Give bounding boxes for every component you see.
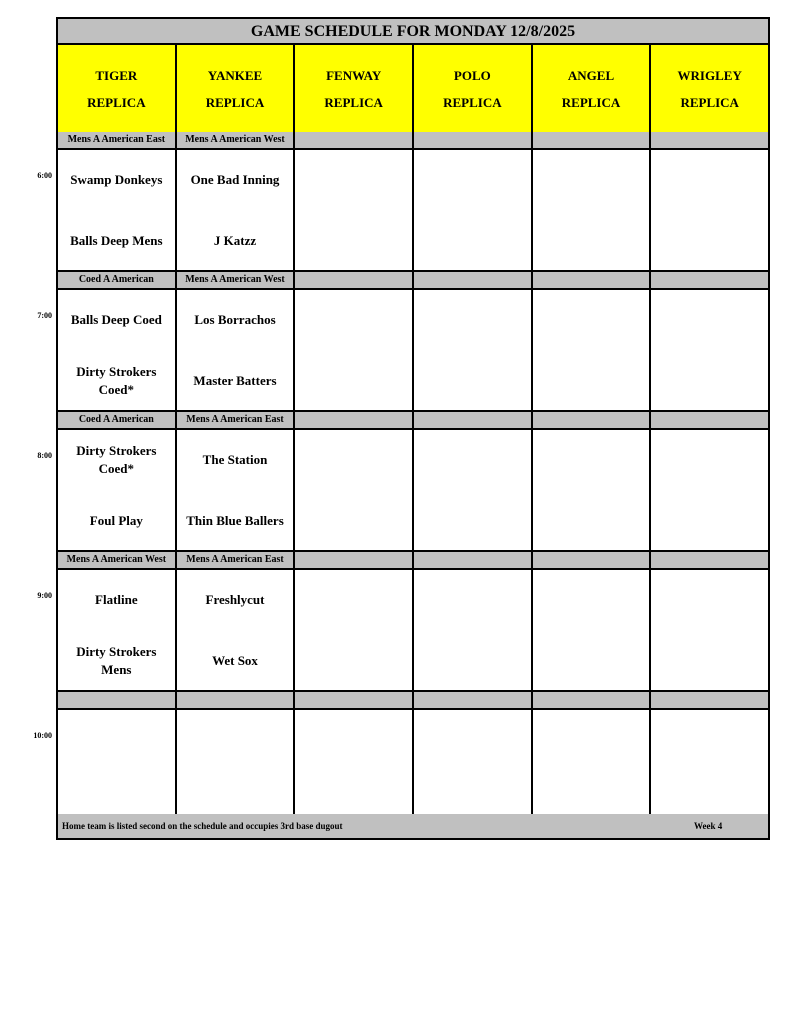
division-label xyxy=(414,132,533,148)
game-cell xyxy=(414,430,533,550)
division-label: Mens A American West xyxy=(177,132,296,148)
away-team: Dirty Strokers Coed* xyxy=(76,443,157,476)
home-team xyxy=(295,356,412,406)
division-label xyxy=(295,272,414,288)
division-row xyxy=(58,272,768,290)
game-row xyxy=(58,570,768,692)
field-subtitle: REPLICA xyxy=(443,94,502,110)
home-team: Thin Blue Ballers xyxy=(186,513,284,528)
away-team: Freshlycut xyxy=(205,592,265,607)
division-row xyxy=(58,132,768,150)
away-team: Swamp Donkeys xyxy=(70,172,163,187)
division-label xyxy=(533,412,652,428)
home-team xyxy=(533,496,650,546)
game-cell xyxy=(295,710,414,830)
time-slot-block xyxy=(58,132,768,272)
field-header-row xyxy=(58,45,768,134)
division-label xyxy=(295,692,414,708)
division-label: Coed A American xyxy=(58,272,177,288)
field-header-angel xyxy=(533,45,652,132)
game-cell xyxy=(414,290,533,410)
home-team xyxy=(533,356,650,406)
home-team xyxy=(295,216,412,266)
game-cell xyxy=(295,290,414,410)
game-row xyxy=(58,150,768,272)
game-cell xyxy=(177,430,296,550)
field-header-fenway xyxy=(295,45,414,132)
game-cell xyxy=(58,430,177,550)
home-team xyxy=(414,216,531,266)
home-team: Balls Deep Mens xyxy=(70,233,163,248)
game-cell xyxy=(58,570,177,690)
division-label xyxy=(295,552,414,568)
game-row xyxy=(58,430,768,552)
away-team xyxy=(295,155,412,205)
away-team xyxy=(414,715,531,765)
division-label: Mens A American West xyxy=(58,552,177,568)
field-name: WRIGLEY xyxy=(677,67,742,83)
away-team: Los Borrachos xyxy=(194,312,276,327)
field-subtitle: REPLICA xyxy=(324,94,383,110)
division-label xyxy=(414,272,533,288)
field-header-yankee xyxy=(177,45,296,132)
away-team xyxy=(295,715,412,765)
time-label: 7:00 xyxy=(37,311,52,320)
time-label: 8:00 xyxy=(37,451,52,460)
field-header-polo xyxy=(414,45,533,132)
time-label: 10:00 xyxy=(33,731,52,740)
home-team xyxy=(651,496,768,546)
away-team xyxy=(651,575,768,625)
week-label: Week 4 xyxy=(694,821,723,831)
away-team xyxy=(177,715,294,765)
game-cell xyxy=(414,710,533,830)
away-team xyxy=(533,715,650,765)
division-label xyxy=(414,552,533,568)
division-label xyxy=(414,412,533,428)
time-slot-block xyxy=(58,552,768,692)
game-cell xyxy=(177,290,296,410)
time-slot-block xyxy=(58,272,768,412)
division-label xyxy=(651,692,768,708)
game-cell xyxy=(414,150,533,270)
field-name: YANKEE xyxy=(207,67,263,83)
game-cell xyxy=(58,150,177,270)
away-team xyxy=(414,155,531,205)
schedule-title: GAME SCHEDULE FOR MONDAY 12/8/2025 xyxy=(58,19,768,45)
division-row xyxy=(58,412,768,430)
field-name: TIGER xyxy=(95,67,138,83)
field-name: FENWAY xyxy=(326,67,382,83)
home-team xyxy=(414,636,531,686)
game-cell xyxy=(651,430,768,550)
time-slot-block xyxy=(58,692,768,832)
away-team xyxy=(295,575,412,625)
field-subtitle: REPLICA xyxy=(561,94,621,110)
division-label xyxy=(533,692,652,708)
division-label xyxy=(295,132,414,148)
division-label xyxy=(414,692,533,708)
field-name: ANGEL xyxy=(567,67,615,83)
game-cell xyxy=(533,430,652,550)
division-row xyxy=(58,692,768,710)
home-team xyxy=(295,636,412,686)
home-team xyxy=(651,356,768,406)
game-cell xyxy=(533,570,652,690)
away-team xyxy=(533,155,650,205)
home-team: J Katzz xyxy=(213,233,257,248)
game-cell xyxy=(651,150,768,270)
game-cell xyxy=(533,290,652,410)
division-label xyxy=(651,552,768,568)
home-team: Dirty Strokers Coed* xyxy=(76,364,157,397)
division-label: Mens A American West xyxy=(177,272,296,288)
game-cell xyxy=(533,150,652,270)
home-team xyxy=(533,216,650,266)
division-label: Mens A American East xyxy=(58,132,177,148)
away-team xyxy=(533,435,650,485)
division-label xyxy=(58,692,177,708)
division-label xyxy=(533,552,652,568)
away-team xyxy=(295,295,412,345)
field-header-tiger xyxy=(58,45,177,132)
game-cell xyxy=(295,430,414,550)
game-cell xyxy=(177,150,296,270)
away-team xyxy=(295,435,412,485)
division-label xyxy=(651,272,768,288)
division-label xyxy=(533,132,652,148)
away-team xyxy=(414,295,531,345)
home-team: Master Batters xyxy=(193,373,277,388)
home-team xyxy=(295,496,412,546)
division-label xyxy=(533,272,652,288)
game-cell xyxy=(533,710,652,830)
away-team: One Bad Inning xyxy=(190,172,280,187)
away-team xyxy=(58,715,175,765)
game-row xyxy=(58,290,768,412)
division-label xyxy=(177,692,296,708)
footer-note: Home team is listed second on the schedule and occupies 3rd base dugout xyxy=(62,821,343,831)
game-cell xyxy=(177,710,296,830)
schedule-sheet xyxy=(56,17,770,840)
time-slot-block xyxy=(58,412,768,552)
home-team xyxy=(651,636,768,686)
away-team xyxy=(533,295,650,345)
home-team xyxy=(651,216,768,266)
away-team xyxy=(414,575,531,625)
field-name: POLO xyxy=(453,67,491,83)
home-team: Wet Sox xyxy=(212,653,258,668)
game-cell xyxy=(651,710,768,830)
game-cell xyxy=(651,290,768,410)
game-cell xyxy=(414,570,533,690)
home-team: Foul Play xyxy=(89,513,143,528)
away-team: Flatline xyxy=(95,592,138,607)
home-team xyxy=(533,636,650,686)
division-label xyxy=(295,412,414,428)
game-cell xyxy=(177,570,296,690)
division-label: Mens A American East xyxy=(177,412,296,428)
away-team xyxy=(414,435,531,485)
away-team xyxy=(651,155,768,205)
division-row xyxy=(58,552,768,570)
home-team xyxy=(414,496,531,546)
time-label: 9:00 xyxy=(37,591,52,600)
field-subtitle: REPLICA xyxy=(680,94,739,110)
game-cell xyxy=(58,710,177,830)
division-label xyxy=(651,132,768,148)
away-team xyxy=(651,715,768,765)
away-team xyxy=(533,575,650,625)
home-team: Dirty Strokers Mens xyxy=(76,644,157,677)
game-cell xyxy=(295,570,414,690)
division-label: Coed A American xyxy=(58,412,177,428)
away-team xyxy=(651,435,768,485)
away-team: The Station xyxy=(202,452,268,467)
home-team xyxy=(414,356,531,406)
field-header-wrigley xyxy=(651,45,768,132)
division-label xyxy=(651,412,768,428)
game-cell xyxy=(651,570,768,690)
away-team xyxy=(651,295,768,345)
game-cell xyxy=(295,150,414,270)
time-label: 6:00 xyxy=(37,171,52,180)
away-team: Balls Deep Coed xyxy=(70,312,162,327)
field-subtitle: REPLICA xyxy=(87,94,146,110)
field-subtitle: REPLICA xyxy=(205,94,265,110)
game-cell xyxy=(58,290,177,410)
division-label: Mens A American East xyxy=(177,552,296,568)
schedule-footer xyxy=(58,814,768,838)
